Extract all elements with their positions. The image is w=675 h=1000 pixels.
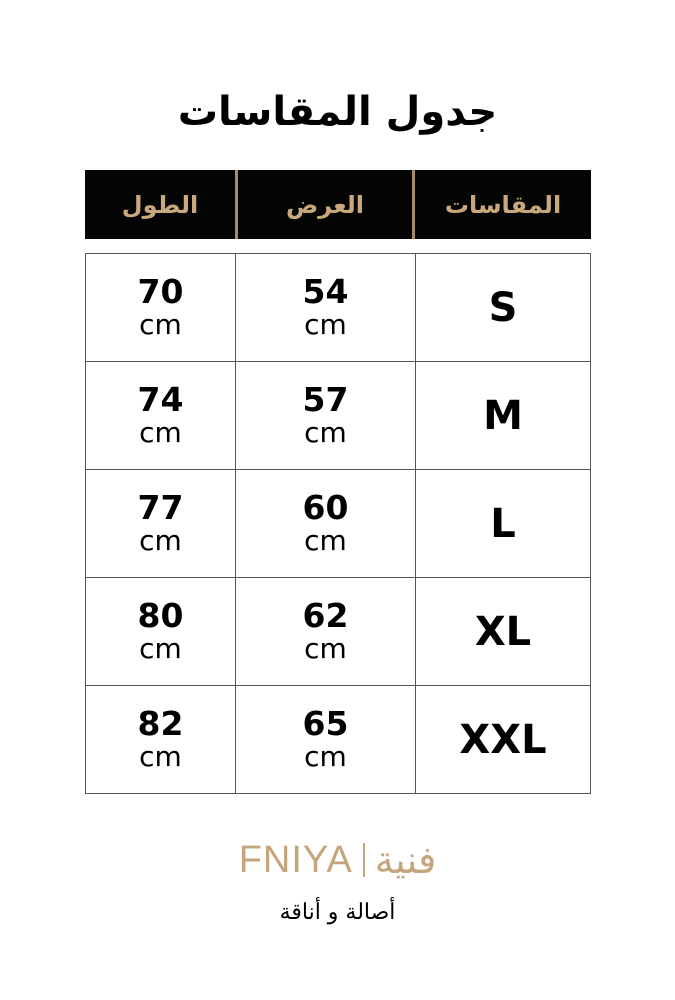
- width-value: 57: [302, 379, 349, 419]
- length-value: 70: [137, 271, 184, 311]
- length-value: 77: [137, 487, 184, 527]
- size-cell: [416, 578, 591, 686]
- table-row: [86, 578, 591, 686]
- width-cell: [236, 578, 416, 686]
- width-cell: [236, 254, 416, 362]
- size-value: M: [483, 392, 523, 439]
- width-value: 62: [302, 595, 349, 635]
- unit-label: cm: [139, 307, 182, 341]
- width-cell: [236, 470, 416, 578]
- size-value: XXL: [459, 716, 547, 763]
- length-value: 74: [137, 379, 184, 419]
- size-value: S: [488, 284, 518, 331]
- size-cell: [416, 362, 591, 470]
- length-cell: [86, 578, 236, 686]
- length-cell: [86, 686, 236, 794]
- width-cell: [236, 362, 416, 470]
- width-value: 65: [302, 703, 349, 743]
- unit-label: cm: [304, 415, 347, 449]
- table-row: [86, 470, 591, 578]
- table-row: [86, 362, 591, 470]
- unit-label: cm: [139, 523, 182, 557]
- length-cell: [86, 254, 236, 362]
- page-title: جدول المقاسات: [177, 89, 498, 135]
- unit-label: cm: [139, 415, 182, 449]
- unit-label: cm: [304, 631, 347, 665]
- width-value: 54: [302, 271, 349, 311]
- unit-label: cm: [304, 523, 347, 557]
- size-cell: [416, 470, 591, 578]
- size-cell: [416, 686, 591, 794]
- size-table: [85, 253, 591, 794]
- length-cell: [86, 470, 236, 578]
- brand-divider: [363, 843, 365, 877]
- brand-tagline: أصالة و أناقة: [279, 900, 396, 925]
- length-value: 82: [137, 703, 184, 743]
- header-size: المقاسات: [444, 190, 562, 219]
- table-row: [86, 686, 591, 794]
- unit-label: cm: [139, 739, 182, 773]
- size-cell: [416, 254, 591, 362]
- brand-name-latin: FNIYA: [238, 838, 353, 881]
- width-value: 60: [302, 487, 349, 527]
- unit-label: cm: [304, 307, 347, 341]
- brand-name-arabic: فنية: [374, 838, 437, 882]
- width-cell: [236, 686, 416, 794]
- length-value: 80: [137, 595, 184, 635]
- table-row: [86, 254, 591, 362]
- unit-label: cm: [139, 631, 182, 665]
- header-length: الطول: [121, 190, 199, 219]
- length-cell: [86, 362, 236, 470]
- unit-label: cm: [304, 739, 347, 773]
- header-width: العرض: [235, 170, 415, 239]
- size-value: XL: [474, 608, 532, 655]
- brand-logo: [0, 838, 675, 882]
- size-value: L: [490, 500, 516, 547]
- table-header: [85, 170, 591, 239]
